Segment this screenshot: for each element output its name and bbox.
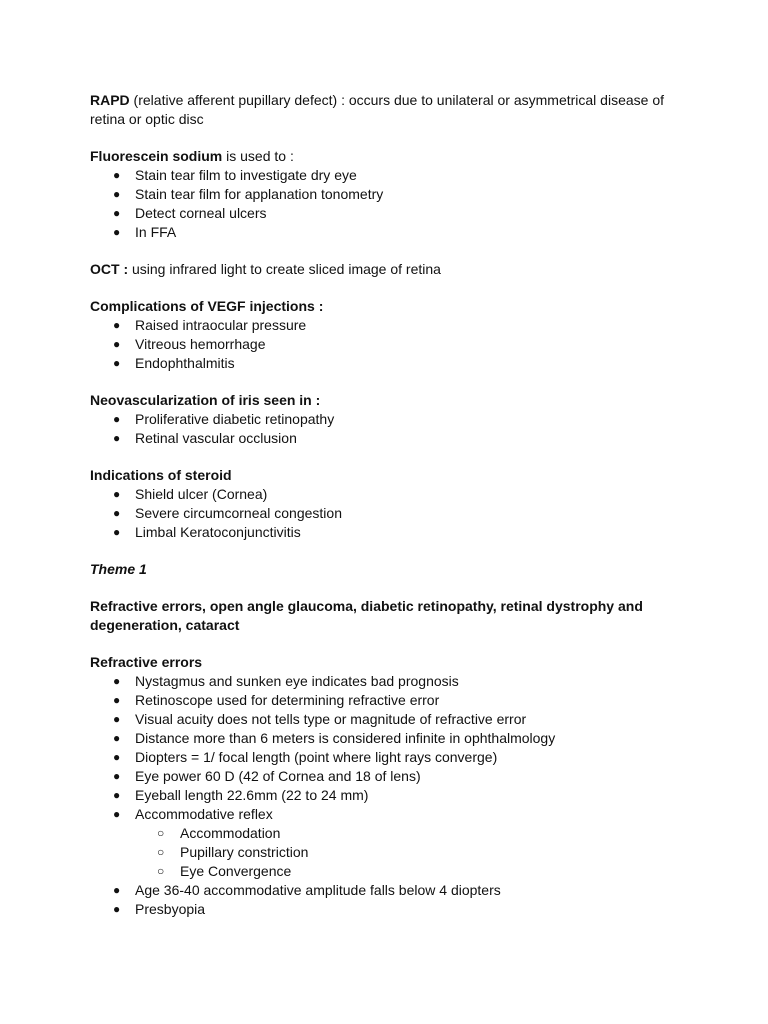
list-item: ● Stain tear film to investigate dry eye — [113, 167, 357, 183]
rapd-definition: (relative afferent pupillary defect) : occurs due to unilateral or asymmetrical disease of retina or optic disc — [90, 92, 664, 127]
list-item: ● Diopters = 1/ focal length (point where light rays converge) — [113, 749, 498, 765]
list-item: ● Accommodative reflex ○ Accommodation ○ Pupillary constriction ○ Eye Convergence — [90, 805, 680, 881]
bullet-icon: ● — [113, 807, 121, 821]
theme-topics: Refractive errors, open angle glaucoma, diabetic retinopathy, retinal dystrophy and degeneration, cataract — [90, 598, 643, 633]
bullet-icon: ● — [113, 431, 121, 445]
vegf-list — [90, 316, 680, 373]
bullet-icon: ● — [113, 318, 121, 332]
bullet-icon: ● — [113, 731, 121, 745]
bullet-icon: ● — [113, 168, 121, 182]
list-item: ● Limbal Keratoconjunctivitis — [113, 524, 301, 540]
bullet-icon: ● — [113, 487, 121, 501]
bullet-icon: ● — [113, 187, 121, 201]
neovascularization-list — [90, 410, 680, 448]
circle-bullet-icon: ○ — [157, 864, 165, 878]
vegf-heading: Complications of VEGF injections : — [90, 298, 324, 314]
rapd-paragraph — [90, 91, 680, 129]
list-item: ● Severe circumcorneal congestion — [113, 505, 342, 521]
bullet-icon: ● — [113, 674, 121, 688]
sub-list-item: ○ Eye Convergence — [157, 863, 292, 879]
fluorescein-text: is used to : — [222, 148, 294, 164]
list-item: ● Age 36-40 accommodative amplitude falls below 4 diopters — [113, 882, 501, 898]
list-item: ● Raised intraocular pressure — [113, 317, 307, 333]
bullet-icon: ● — [113, 206, 121, 220]
list-item: ● Distance more than 6 meters is considered infinite in ophthalmology — [113, 730, 556, 746]
list-item: ● Presbyopia — [113, 901, 206, 917]
bullet-icon: ● — [113, 750, 121, 764]
refractive-heading: Refractive errors — [90, 654, 203, 670]
list-item: ● Retinal vascular occlusion — [113, 430, 297, 446]
list-item: ● Nystagmus and sunken eye indicates bad prognosis — [113, 673, 459, 689]
circle-bullet-icon: ○ — [157, 826, 165, 840]
bullet-icon: ● — [113, 788, 121, 802]
bullet-icon: ● — [113, 356, 121, 370]
neovascularization-heading: Neovascularization of iris seen in : — [90, 392, 321, 408]
bullet-icon: ● — [113, 902, 121, 916]
fluorescein-paragraph — [90, 147, 680, 166]
list-item: ● Eyeball length 22.6mm (22 to 24 mm) — [113, 787, 369, 803]
list-item: ● Stain tear film for applanation tonometry — [113, 186, 384, 202]
list-item: ● Retinoscope used for determining refractive error — [113, 692, 440, 708]
list-item: ● Eye power 60 D (42 of Cornea and 18 of lens) — [113, 768, 421, 784]
list-item: ● Proliferative diabetic retinopathy — [113, 411, 335, 427]
rapd-term: RAPD — [90, 92, 130, 108]
bullet-icon: ● — [113, 769, 121, 783]
bullet-icon: ● — [113, 883, 121, 897]
list-item: ● Endophthalmitis — [113, 355, 235, 371]
bullet-icon: ● — [113, 525, 121, 539]
steroid-heading: Indications of steroid — [90, 467, 232, 483]
list-item: ● Shield ulcer (Cornea) — [113, 486, 268, 502]
document-page — [90, 91, 680, 937]
sub-list-item: ○ Pupillary constriction — [157, 844, 309, 860]
fluorescein-term: Fluorescein sodium — [90, 148, 223, 164]
bullet-icon: ● — [113, 412, 121, 426]
bullet-icon: ● — [113, 337, 121, 351]
accommodative-reflex-sublist — [135, 824, 680, 881]
list-item: ● Detect corneal ulcers — [113, 205, 267, 221]
sub-list-item: ○ Accommodation — [157, 825, 281, 841]
bullet-icon: ● — [113, 693, 121, 707]
bullet-icon: ● — [113, 225, 121, 239]
list-item: ● Visual acuity does not tells type or magnitude of refractive error — [113, 711, 527, 727]
refractive-list — [90, 672, 680, 919]
steroid-list — [90, 485, 680, 542]
list-item: ● In FFA — [113, 224, 177, 240]
list-item: ● Vitreous hemorrhage — [113, 336, 266, 352]
oct-paragraph — [90, 260, 680, 279]
bullet-icon: ● — [113, 506, 121, 520]
bullet-icon: ● — [113, 712, 121, 726]
theme-title: Theme 1 — [90, 561, 147, 577]
oct-text: using infrared light to create sliced image of retina — [128, 261, 441, 277]
circle-bullet-icon: ○ — [157, 845, 165, 859]
oct-term: OCT : — [90, 261, 129, 277]
fluorescein-list — [90, 166, 680, 242]
